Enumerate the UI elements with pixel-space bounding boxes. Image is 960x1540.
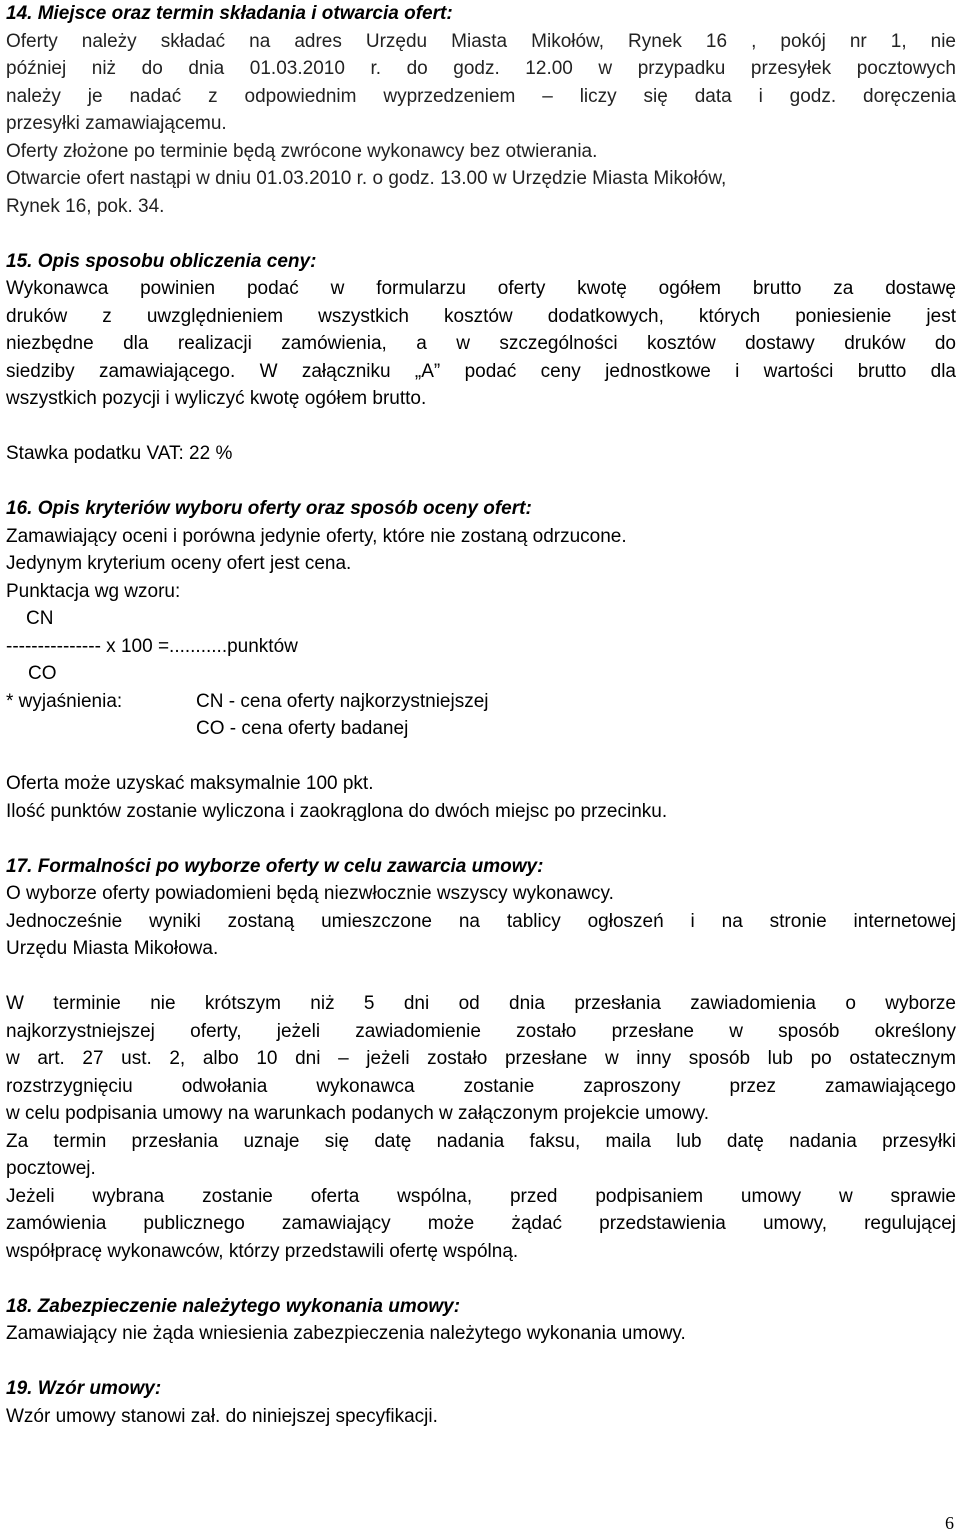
vat-rate: Stawka podatku VAT: 22 % [6,443,233,464]
section-14-heading: 14. Miejsce oraz termin składania i otwarcia ofert: [6,3,453,24]
formula-numerator: CN [26,608,54,629]
spacer [6,743,956,771]
section-17-line: Jednocześnie wyniki zostaną umieszczone na tablicy ogłoszeń i na stronie internetowej [6,910,956,932]
section-17-line: najkorzystniejszej oferty, jeżeli zawiadomienie zostało przesłane w sposób określony [6,1020,956,1042]
spacer [6,468,956,496]
section-16-line: Zamawiający oceni i porówna jedynie oferty, które nie zostaną odrzucone. [6,525,627,547]
section-14-line: należy je nadać z odpowiednim wyprzedzeniem – liczy się data i godz. doręczenia [6,85,956,107]
section-14-line: przesyłki zamawiającemu. [6,113,227,134]
section-16-line: Oferta może uzyskać maksymalnie 100 pkt. [6,773,374,794]
section-16-line: Ilość punktów zostanie wyliczona i zaokrąglona do dwóch miejsc po przecinku. [6,800,668,822]
section-17-line: zamówienia publicznego zamawiający może żądać przedstawienia umowy, regulującej [6,1213,956,1234]
section-17-line: Za termin przesłania uznaje się datę nadania faksu, maila lub datę nadania przesyłki [6,1130,956,1152]
spacer [6,963,956,991]
section-17-line: współpracę wykonawców, którzy przedstawili ofertę wspólną. [6,1240,519,1262]
page-number: 6 [945,1513,954,1533]
section-18-heading: 18. Zabezpieczenie należytego wykonania umowy: [6,1295,461,1317]
section-17-line: rozstrzygnięciu odwołania wykonawca zostanie zaproszony przez zamawiającego [6,1075,956,1097]
section-15-line: wszystkich pozycji i wyliczyć kwotę ogółem brutto. [6,388,427,409]
section-14-line: Oferty złożone po terminie będą zwrócone wykonawcy bez otwierania. [6,140,598,162]
section-18-line: Zamawiający nie żąda wniesienia zabezpieczenia należytego wykonania umowy. [6,1323,686,1344]
section-17-line: w celu podpisania umowy na warunkach podanych w załączonym projekcie umowy. [6,1103,709,1124]
section-17-heading: 17. Formalności po wyborze oferty w celu zawarcia umowy: [6,855,544,877]
section-14-line: Oferty należy składać na adres Urzędu Miasta Mikołów, Rynek 16 , pokój nr 1, nie [6,30,956,52]
section-15-heading: 15. Opis sposobu obliczenia ceny: [6,250,317,272]
section-14-line: Otwarcie ofert nastąpi w dniu 01.03.2010 r. o godz. 13.00 w Urzędzie Miasta Mikołów, [6,168,727,189]
section-15-line: druków z uwzględnieniem wszystkich kosztów dodatkowych, których poniesienie jest [6,305,956,327]
section-15-line: niezbędne dla realizacji zamówienia, a w szczególności kosztów dostawy druków do [6,333,956,354]
section-14-line: później niż do dnia 01.03.2010 r. do godz. 12.00 w przypadku przesyłek pocztowych [6,58,956,79]
spacer [6,825,956,853]
document-page [6,0,956,1430]
section-15-line: Wykonawca powinien podać w formularzu oferty kwotę ogółem brutto za dostawę [6,278,956,299]
section-19-line: Wzór umowy stanowi zał. do niniejszej specyfikacji. [6,1405,438,1427]
explanation-label: * wyjaśnienia: [6,690,123,712]
section-16-line: Punktacja wg wzoru: [6,580,181,602]
explanation-row [6,688,956,716]
section-17-line: w art. 27 ust. 2, albo 10 dni – jeżeli zostało przesłane w inny sposób lub po ostatecznym [6,1048,956,1069]
explanation-cn: CN - cena oferty najkorzystniejszej [196,690,489,712]
explanation-co: CO - cena oferty badanej [196,718,409,739]
formula-line: --------------- x 100 =...........punktów [6,635,298,657]
section-14-line: Rynek 16, pok. 34. [6,195,165,217]
section-16-heading: 16. Opis kryteriów wyboru oferty oraz sposób oceny ofert: [6,498,532,519]
spacer [6,413,956,441]
section-15-line: siedziby zamawiającego. W załączniku „A” podać ceny jednostkowe i wartości brutto dla [6,360,956,382]
section-17-line: Jeżeli wybrana zostanie oferta wspólna, przed podpisaniem umowy w sprawie [6,1185,956,1207]
formula-denominator: CO [28,663,57,684]
section-16-line: Jedynym kryterium oceny ofert jest cena. [6,553,352,574]
section-17-line: pocztowej. [6,1158,96,1179]
section-17-line: W terminie nie krótszym niż 5 dni od dnia przesłania zawiadomienia o wyborze [6,993,956,1014]
section-17-line: O wyborze oferty powiadomieni będą niezwłocznie wszyscy wykonawcy. [6,883,614,904]
section-17-line: Urzędu Miasta Mikołowa. [6,938,219,959]
spacer [6,1348,956,1376]
spacer [6,220,956,248]
section-19-heading: 19. Wzór umowy: [6,1378,162,1399]
spacer [6,1265,956,1293]
